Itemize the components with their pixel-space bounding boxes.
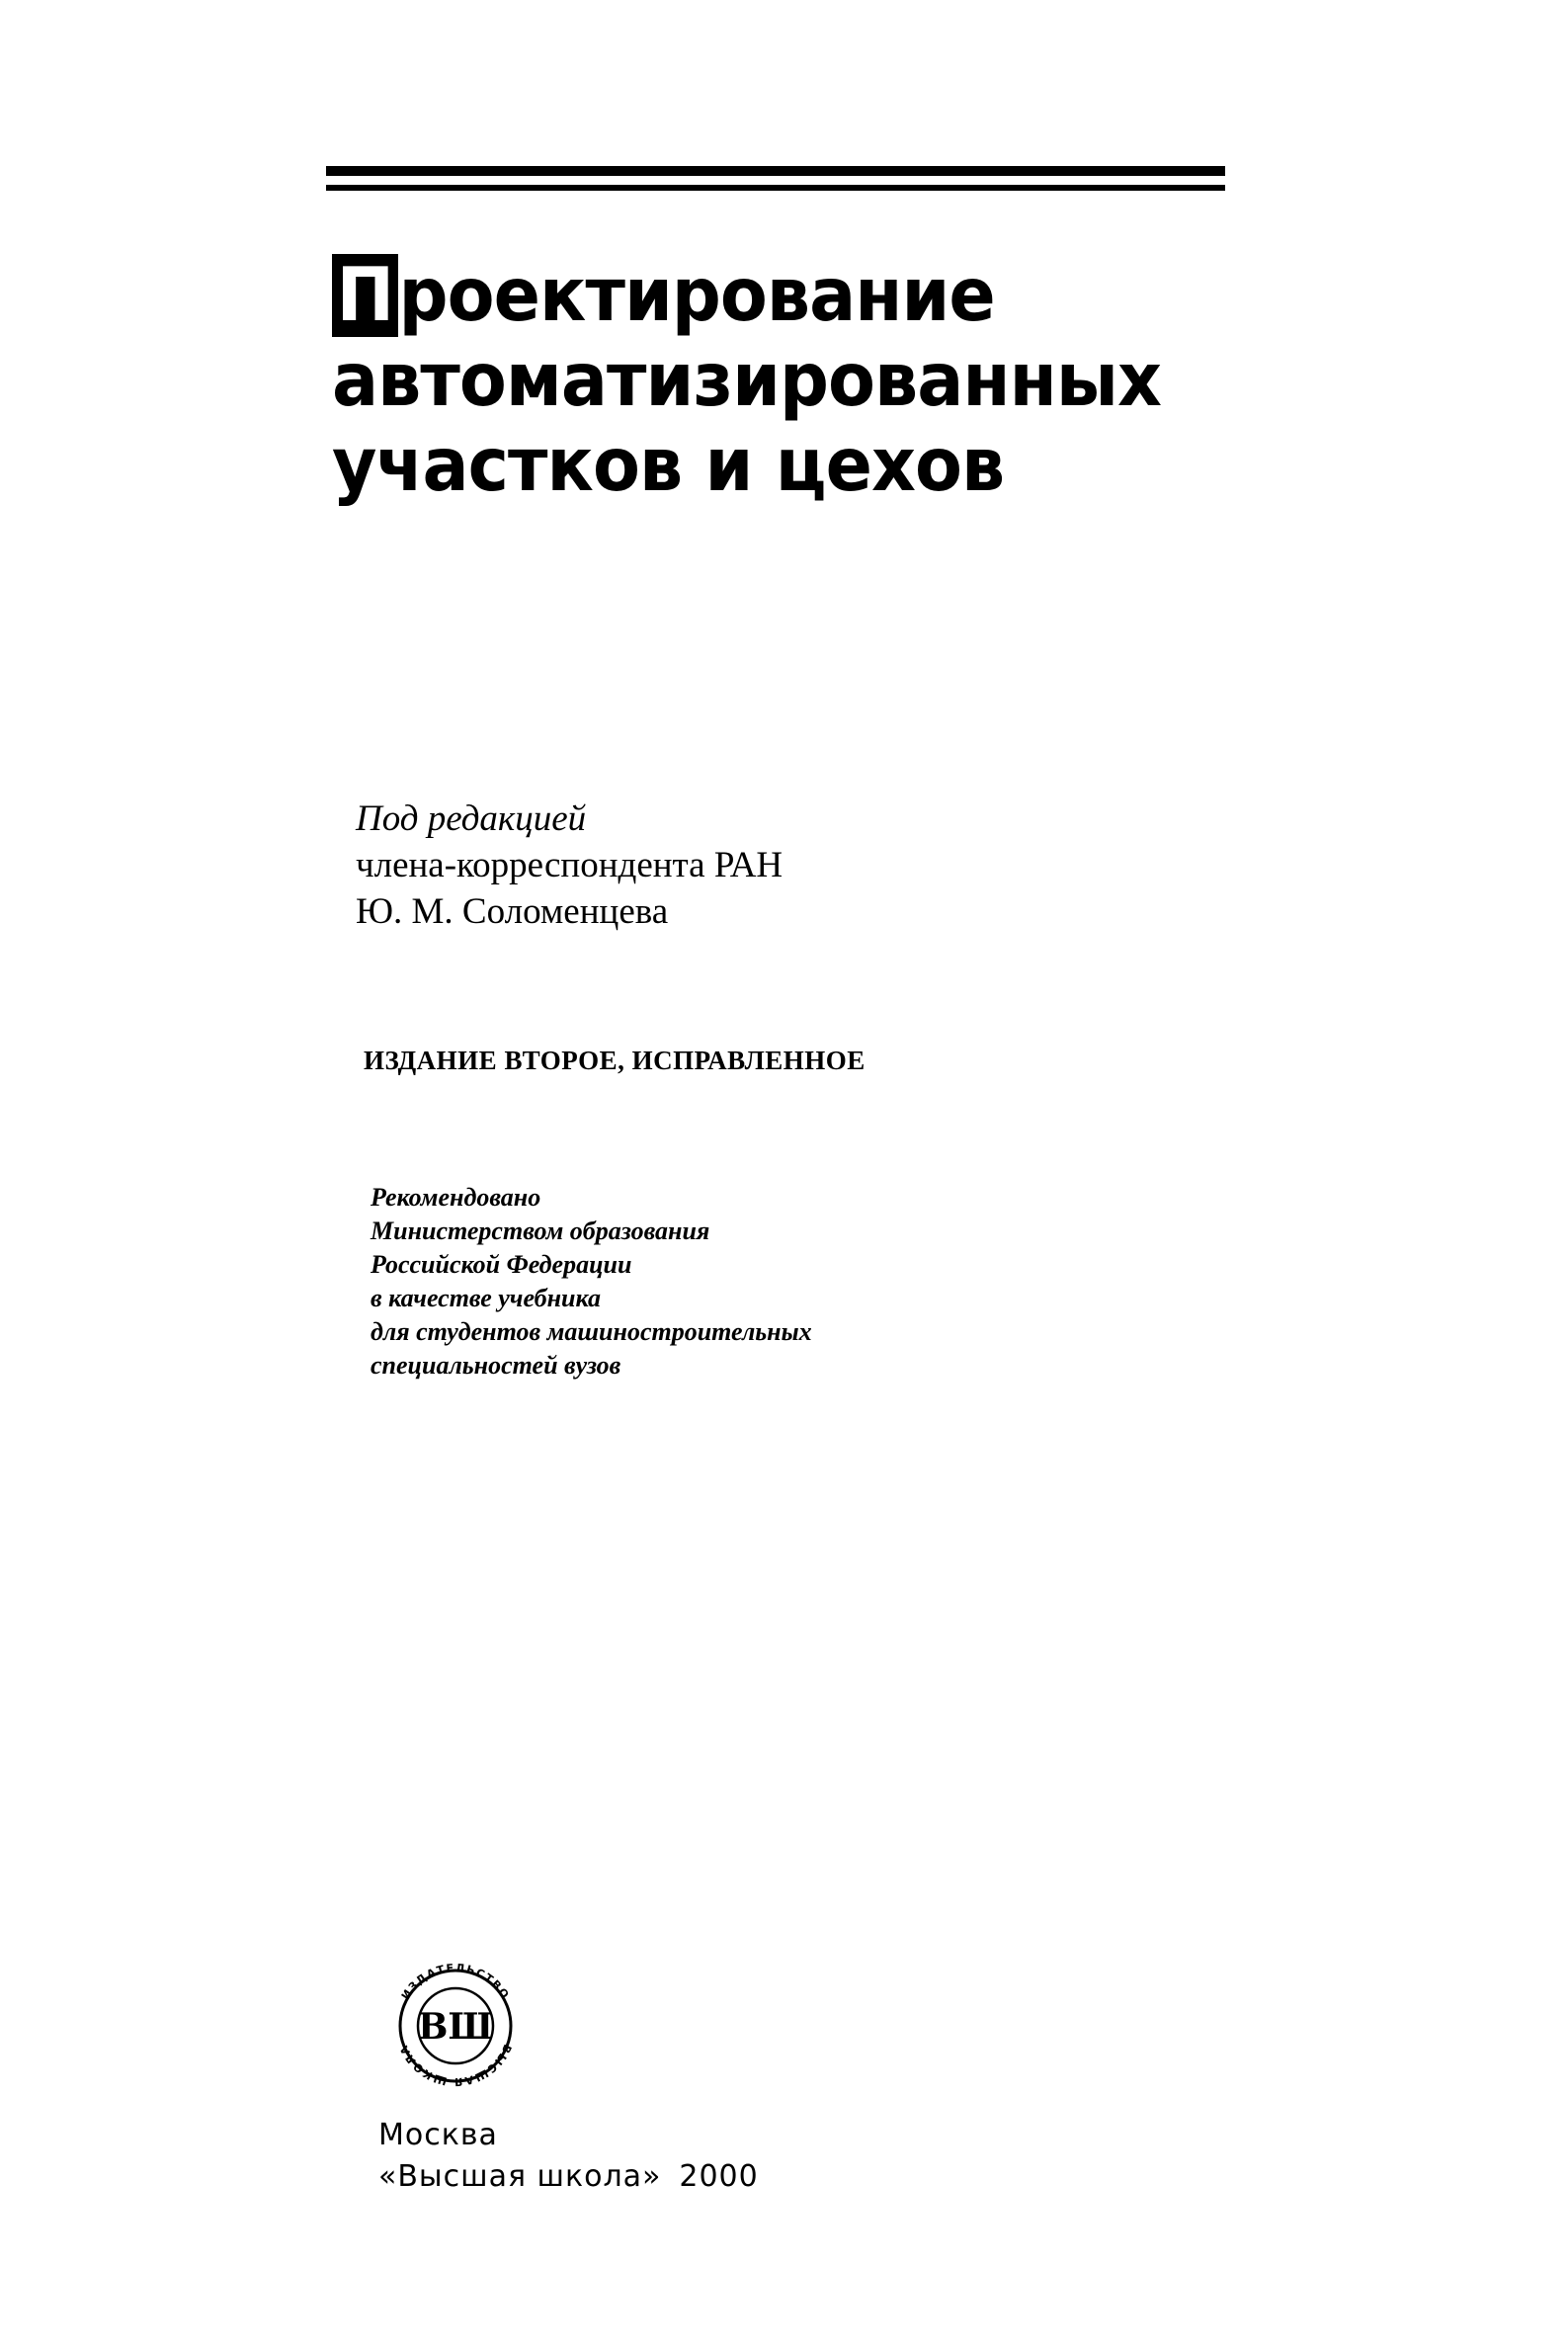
recommendation-block (371, 1181, 1121, 1383)
publisher-logo-icon (381, 1952, 530, 2100)
title-line-3-text: участков и цехов (332, 421, 1005, 508)
svg-text:ИЗДАТЕЛЬСТВО: ИЗДАТЕЛЬСТВО (398, 1961, 513, 2002)
editor-rank: члена-корреспондента РАН (356, 845, 784, 885)
top-rule-group (326, 166, 1225, 191)
editor-credit (356, 796, 1146, 935)
editor-name: Ю. М. Соломенцева (356, 891, 669, 932)
rule-thick (326, 166, 1225, 176)
imprint-city: Москва (378, 2118, 498, 2152)
title-line-3 (332, 422, 1251, 507)
imprint-year: 2000 (679, 2159, 759, 2194)
book-title (332, 252, 1320, 507)
title-dropcap: П (332, 254, 398, 337)
imprint-publisher: «Высшая школа» (378, 2159, 662, 2194)
svg-text:ВЫСШАЯ ШКОЛА: ВЫСШАЯ ШКОЛА (396, 2042, 515, 2089)
svg-text:ВШ: ВШ (417, 2006, 494, 2048)
title-line-1-text: роектирование (398, 251, 995, 338)
editor-label: Под редакцией (356, 798, 587, 839)
recommendation-line-1: Рекомендовано (371, 1183, 541, 1212)
recommendation-line-2: Министерством образования (371, 1216, 710, 1245)
recommendation-line-6: специальностей вузов (371, 1351, 621, 1380)
rule-gap (326, 176, 1225, 185)
recommendation-line-5: для студентов машиностроительных (371, 1317, 812, 1346)
title-line-2-text: автоматизированных (332, 336, 1162, 423)
title-line-2 (332, 337, 1251, 422)
rule-thin (326, 185, 1225, 191)
imprint-block (378, 2115, 759, 2198)
recommendation-line-4: в качестве учебника (371, 1284, 602, 1312)
title-line-1 (332, 252, 1251, 337)
recommendation-line-3: Российской Федерации (371, 1250, 632, 1279)
edition-statement: ИЗДАНИЕ ВТОРОЕ, ИСПРАВЛЕННОЕ (364, 1046, 866, 1075)
imprint-publisher-line (378, 2156, 759, 2198)
